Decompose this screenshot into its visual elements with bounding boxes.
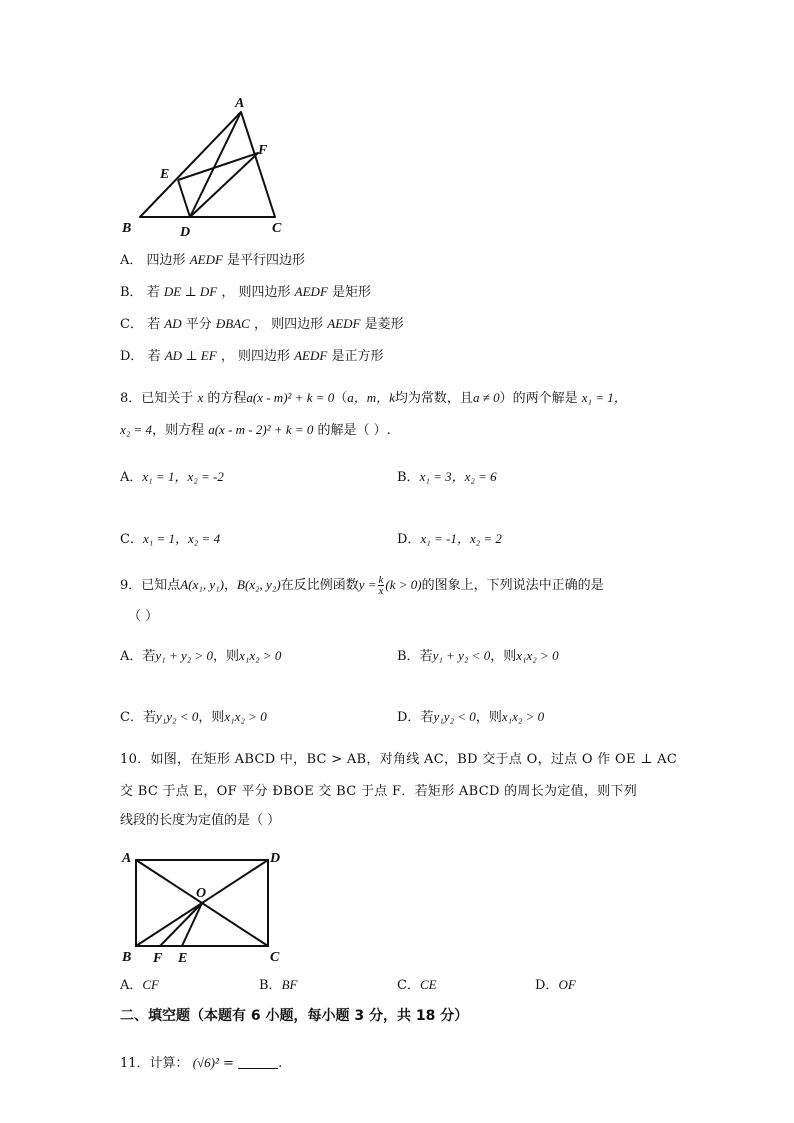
fig2-label-d: D — [270, 851, 281, 866]
fig1-label-b: B — [122, 221, 132, 236]
figure-triangle-abc — [110, 90, 310, 240]
q7-option-b[interactable]: B． 若 DE ⊥ DF ， 则四边形 AEDF 是矩形 — [120, 284, 372, 300]
q7-option-c[interactable]: C． 若 AD 平分 ÐBAC ， 则四边形 AEDF 是菱形 — [120, 316, 404, 332]
q10-stem-line1: 10．如图，在矩形 ABCD 中，BC > AB，对角线 AC，BD 交于点 O，过点 O 作 OE ⊥ AC — [120, 752, 678, 767]
q8-option-a[interactable]: A．x₁ = 1，x₂ = -2 — [120, 469, 224, 485]
fraction-k-over-x: $\frac{k}{x}$ — [378, 574, 384, 597]
fig2-label-e: E — [178, 951, 188, 966]
fig1-label-c: C — [272, 221, 282, 236]
q8-option-c[interactable]: C．x₁ = 1，x₂ = 4 — [120, 531, 221, 547]
fig2-label-f: F — [153, 951, 163, 966]
q10-option-a[interactable]: A．CF — [120, 977, 160, 993]
q9-option-b[interactable]: B．若y₁ + y₂ < 0，则x₁x₂ > 0 — [397, 648, 559, 664]
q8-option-b[interactable]: B．x₁ = 3，x₂ = 6 — [397, 469, 497, 485]
q8-option-d[interactable]: D．x₁ = -1，x₂ = 2 — [397, 531, 502, 547]
q9-option-a[interactable]: A．若y₁ + y₂ > 0，则x₁x₂ > 0 — [120, 648, 282, 664]
fig2-label-c: C — [270, 950, 280, 965]
q9-option-d[interactable]: D．若y₁y₂ < 0，则x₁x₂ > 0 — [397, 709, 545, 725]
q10-stem-line2: 交 BC 于点 E，OF 平分 ÐBOE 交 BC 于点 F．若矩形 ABCD 的周长为定值，则下列 — [120, 784, 638, 799]
fig1-label-a: A — [235, 96, 245, 111]
q11-answer-blank[interactable] — [238, 1056, 278, 1069]
q11-stem: 11．计算： (√6)² = . — [120, 1055, 283, 1071]
fig2-label-b: B — [122, 950, 132, 965]
q10-stem-line3: 线段的长度为定值的是（ ） — [120, 813, 281, 828]
q10-option-b[interactable]: B．BF — [259, 977, 298, 993]
q9-stem-line2: （ ） — [128, 609, 159, 624]
q9-stem-line1: 9．已知点A(x₁, y₁)，B(x₂, y₂)在反比例函数y = $\frac{k}{x}$ (k > 0)的图象上，下列说法中正确的是 — [120, 574, 604, 597]
fig2-label-o: O — [196, 886, 207, 901]
q7-option-d[interactable]: D． 若 AD ⊥ EF ， 则四边形 AEDF 是正方形 — [120, 348, 384, 364]
fig1-label-d: D — [180, 225, 191, 240]
q10-option-d[interactable]: D．OF — [535, 977, 576, 993]
figure-rectangle-abcd — [112, 845, 292, 967]
fig1-label-f: F — [258, 143, 268, 158]
fig1-label-e: E — [160, 167, 170, 182]
q8-stem-line1: 8．已知关于 x 的方程a(x - m)² + k = 0（a，m，k均为常数，且a ≠ 0）的两个解是 x₁ = 1， — [120, 390, 627, 406]
q9-option-c[interactable]: C．若y₁y₂ < 0，则x₁x₂ > 0 — [120, 709, 267, 725]
q10-option-c[interactable]: C．CE — [397, 977, 437, 993]
q8-stem-line2: x₂ = 4，则方程 a(x - m - 2)² + k = 0 的解是（ ）. — [120, 422, 391, 438]
fig2-label-a: A — [122, 851, 132, 866]
q7-option-a[interactable]: A． 四边形 AEDF 是平行四边形 — [120, 252, 306, 268]
section-title-fill-in: 二、填空题（本题有 6 小题，每小题 3 分，共 18 分） — [120, 1008, 469, 1024]
